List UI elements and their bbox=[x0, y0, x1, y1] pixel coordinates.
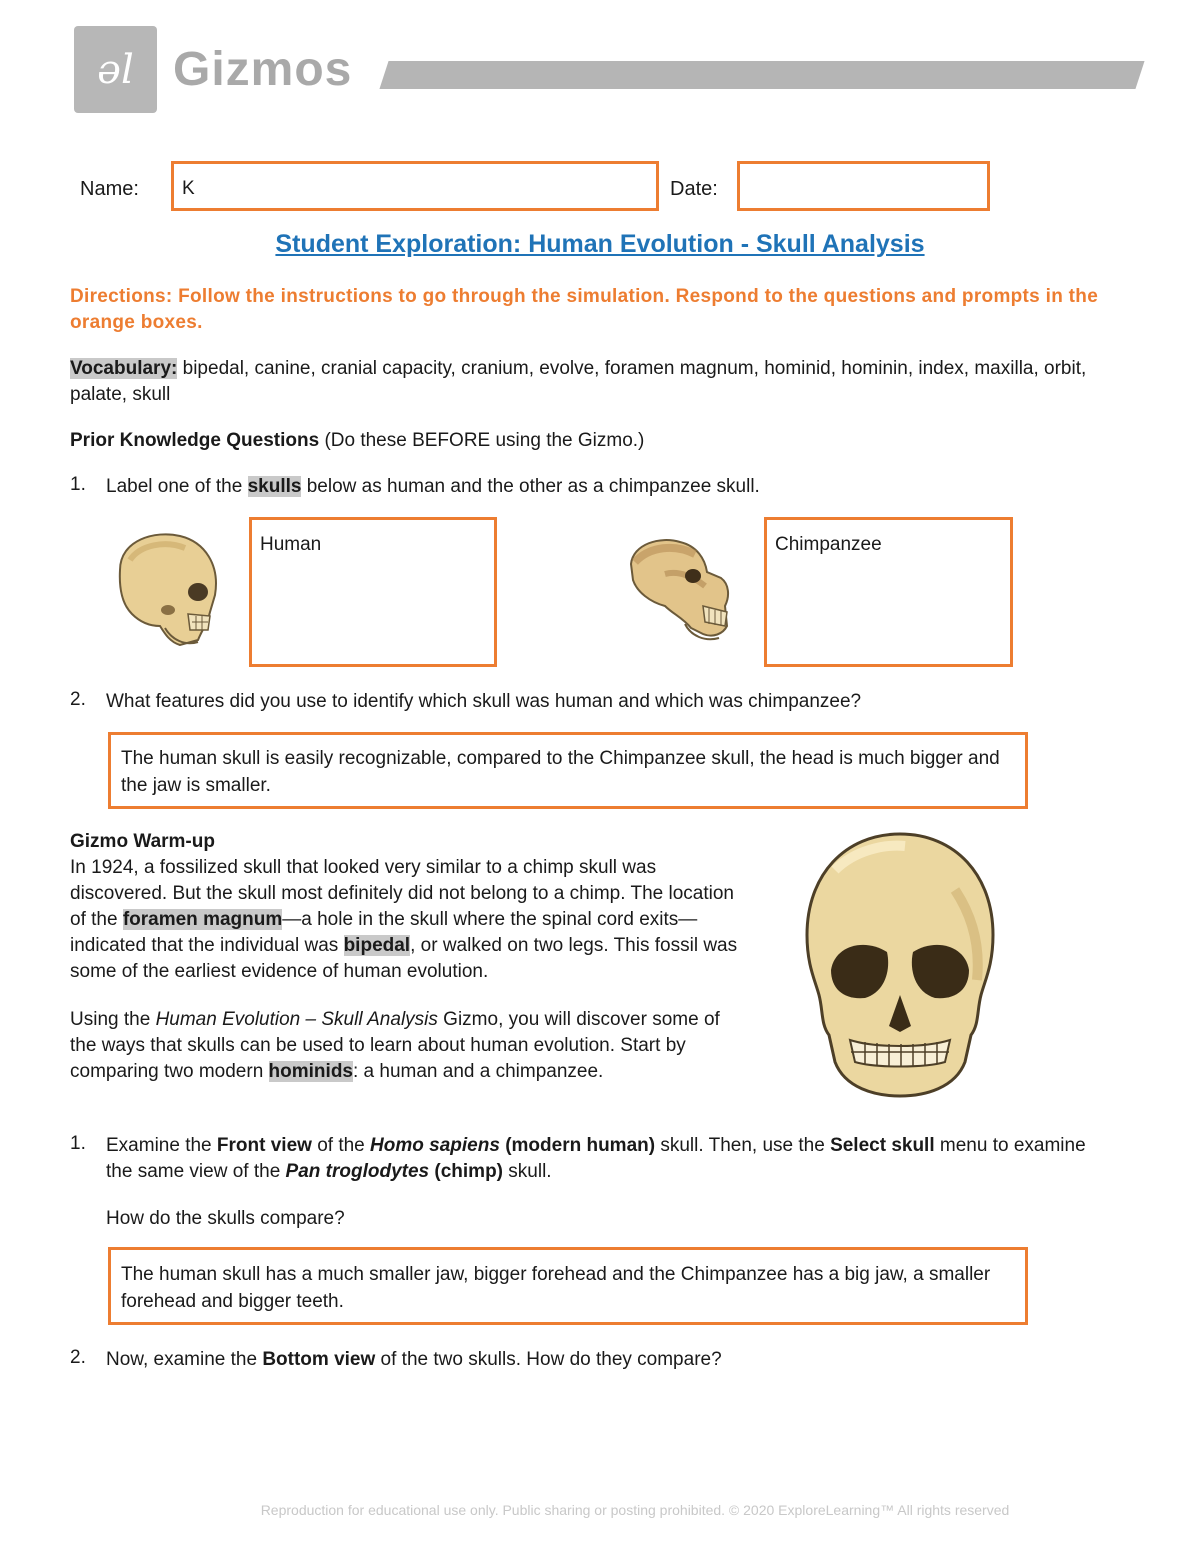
q1-highlight: skulls bbox=[247, 476, 302, 497]
question-number: 1. bbox=[70, 1133, 86, 1154]
q1-text-a: Label one of the bbox=[106, 476, 243, 497]
vocabulary-terms: bipedal, canine, cranial capacity, cranium, evolve, foramen magnum, hominid, hominin, index, maxilla, orbit, palate, skull bbox=[70, 358, 1087, 405]
question-2-text: What features did you use to identify which skull was human and which was chimpanzee? bbox=[106, 691, 862, 712]
directions: Directions: Follow the instructions to go through the simulation. Respond to the questions and prompts in the orange boxes. bbox=[70, 286, 1099, 333]
question-2-answer-box[interactable] bbox=[108, 732, 1028, 809]
header-divider-bar bbox=[379, 61, 1144, 89]
prior-knowledge-note: (Do these BEFORE using the Gizmo.) bbox=[324, 430, 645, 451]
prior-knowledge-heading-line bbox=[70, 428, 644, 454]
date-field[interactable] bbox=[737, 161, 990, 211]
chimpanzee-label-text: Chimpanzee bbox=[775, 534, 882, 555]
warmup-p2-highlight-hominids: hominids bbox=[268, 1061, 353, 1082]
aq1-t5: skull. bbox=[508, 1161, 552, 1182]
human-label-text: Human bbox=[260, 534, 322, 555]
activity-question-1-text bbox=[106, 1133, 1116, 1185]
activity-question-2-text bbox=[106, 1347, 722, 1373]
aq1-t1: Examine the bbox=[106, 1135, 212, 1156]
name-label: Name: bbox=[80, 178, 139, 200]
logo-glyph: əl bbox=[97, 46, 134, 93]
page-title: Student Exploration: Human Evolution - Skull Analysis bbox=[275, 230, 925, 258]
aq1-t2: of the bbox=[317, 1135, 365, 1156]
warmup-paragraph-2 bbox=[70, 1007, 740, 1085]
vocabulary bbox=[70, 356, 1110, 408]
aq2-t2: of the two skulls. How do they compare? bbox=[380, 1349, 722, 1370]
question-1-text bbox=[106, 474, 760, 500]
warmup-p1-text-c: , or walked on two legs. This fossil was some of the earliest evidence of human evolution. bbox=[70, 935, 738, 982]
warmup-p2-text-c: : a human and a chimpanzee. bbox=[353, 1061, 604, 1082]
q1-text-b: below as human and the other as a chimpanzee skull. bbox=[306, 476, 760, 497]
chimpanzee-label-box[interactable] bbox=[764, 517, 1013, 667]
aq1-pan-troglodytes: Pan troglodytes bbox=[285, 1161, 430, 1182]
aq1-homo-sapiens: Homo sapiens bbox=[370, 1135, 500, 1156]
date-label: Date: bbox=[670, 178, 718, 200]
warmup-p2-text-b: Gizmo, you will discover some of the ways that skulls can be used to learn about human evolution. Start by comparing two modern bbox=[70, 1009, 720, 1082]
warmup-p1-text-b: —a hole in the skull where the spinal cord exits—indicated that the individual was bbox=[70, 909, 698, 956]
aq1-modern-human: (modern human) bbox=[505, 1135, 656, 1156]
prior-knowledge-heading: Prior Knowledge Questions bbox=[70, 430, 320, 451]
activity-question-1-answer: The human skull has a much smaller jaw, bigger forehead and the Chimpanzee has a big jaw, a smaller forehead and bigger teeth. bbox=[121, 1264, 991, 1312]
question-number: 2. bbox=[70, 1347, 86, 1368]
aq1-t4: menu to examine the same view of the bbox=[106, 1135, 1086, 1182]
explorelearning-logo bbox=[74, 26, 157, 113]
aq1-chimp: (chimp) bbox=[434, 1161, 504, 1182]
aq1-t3: skull. Then, use the bbox=[660, 1135, 825, 1156]
question-number: 2. bbox=[70, 689, 86, 710]
human-skull-side-image bbox=[110, 530, 225, 650]
question-2-answer: The human skull is easily recognizable, compared to the Chimpanzee skull, the head is much bigger and the jaw is smaller. bbox=[121, 748, 1000, 796]
warmup-p1-highlight-bipedal: bipedal bbox=[343, 935, 411, 956]
name-value: K bbox=[182, 178, 195, 199]
question-number: 1. bbox=[70, 474, 86, 495]
warmup-p2-gizmo-name: Human Evolution – Skull Analysis bbox=[155, 1009, 438, 1030]
gizmos-brand: Gizmos bbox=[173, 43, 353, 96]
chimpanzee-skull-side-image bbox=[625, 534, 735, 644]
activity-question-1-answer-box[interactable] bbox=[108, 1247, 1028, 1325]
footer-copyright: Reproduction for educational use only. Public sharing or posting prohibited. © 2020 ExploreLearning™ All rights reserved bbox=[260, 1502, 1010, 1518]
human-label-box[interactable] bbox=[249, 517, 497, 667]
warmup-p2-text-a: Using the bbox=[70, 1009, 151, 1030]
warmup-paragraph-1 bbox=[70, 855, 750, 985]
warmup-p1-highlight-foramen: foramen magnum bbox=[122, 909, 283, 930]
aq1-front-view: Front view bbox=[216, 1135, 312, 1156]
aq2-bottom-view: Bottom view bbox=[262, 1349, 376, 1370]
skull-front-image bbox=[795, 830, 1005, 1100]
date-value bbox=[740, 164, 987, 178]
activity-question-1-prompt: How do the skulls compare? bbox=[106, 1208, 345, 1229]
warmup-heading: Gizmo Warm-up bbox=[70, 831, 215, 852]
aq1-select-skull: Select skull bbox=[830, 1135, 935, 1156]
vocabulary-label: Vocabulary: bbox=[70, 358, 178, 379]
warmup-p1-text-a: In 1924, a fossilized skull that looked very similar to a chimp skull was discovered. But the skull most definitely did not belong to a chimp. The location of the bbox=[70, 857, 734, 930]
aq2-t1: Now, examine the bbox=[106, 1349, 258, 1370]
name-field[interactable] bbox=[171, 161, 659, 211]
